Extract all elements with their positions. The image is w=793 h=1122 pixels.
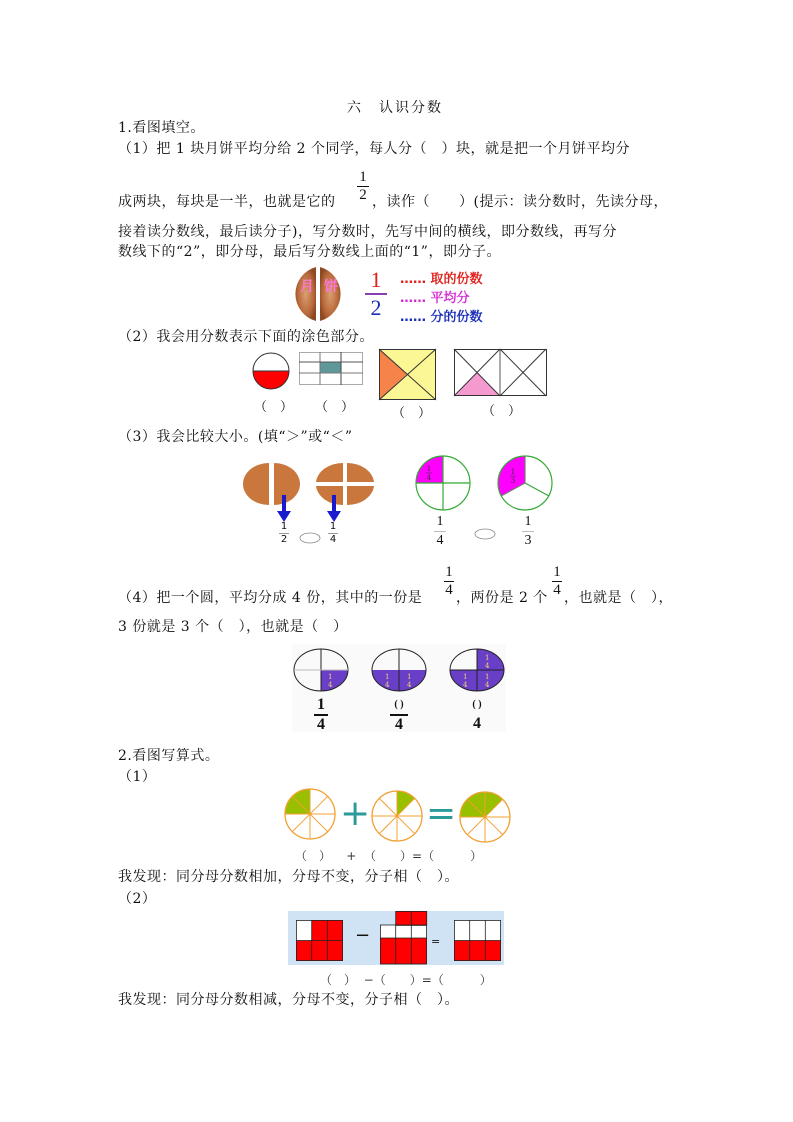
label-blank-quarters-3[interactable]: ( ) 4 [472,699,482,732]
fraction-one-half: 1 2 [280,521,288,545]
q1-p3-text: （3）我会比较大小。(填“＞”或“＜” [118,429,353,445]
q1-p2-text: （2）我会用分数表示下面的涂色部分。 [118,329,374,345]
q1-p4-line2: 3 份就是 3 个（ ），也就是（ ） [118,619,348,635]
inline-fraction-quarter: 1 4 [553,564,561,598]
grid-rectangle-shape [299,352,363,386]
answer-blank-1[interactable]: （ ） [254,400,294,415]
svg-text:4: 4 [426,474,432,482]
svg-text:1: 1 [485,654,490,662]
svg-text:1: 1 [485,673,490,681]
svg-text:3: 3 [510,477,516,485]
half-red-circle-shape [252,350,292,390]
pie-eighths-one-green [371,790,425,844]
pie-eighths-two-green [284,788,338,842]
q1-p4-line1b: ，两份是 2 个 [456,590,548,606]
fraction-one-third-large: 1 3 [522,514,534,549]
q2-p1-finding: 我发现：同分母分数相加，分母不变，分子相（ ）。 [118,869,459,885]
circle-one-quarter-purple [294,648,350,692]
arrow-down-icon [277,495,291,523]
fraction-diagram [365,268,387,320]
equals-sign: = [431,935,441,948]
square-diagonals-shape [379,349,437,401]
question-1-heading: 1.看图填空。 [118,120,205,136]
legend-denominator: …… 分的份数 [400,310,483,325]
svg-text:4: 4 [485,681,490,689]
q2-p2-finding: 我发现：同分母分数相减，分母不变，分子相（ ）。 [118,992,459,1008]
svg-text:1: 1 [510,468,516,476]
q1-p1-line2b: ，读作（ ）(提示：读分数时，先读分母， [372,194,668,210]
q1-p1-line3: 接着读分数线，最后读分子)，写分数时，先写中间的横线，即分数线，再写分 [118,224,617,240]
rectangle-triangles-shape [454,349,548,397]
equals-sign: = [426,793,457,834]
svg-text:月: 月 [300,279,314,295]
label-blank-quarters-2[interactable]: ( ) 4 [390,697,408,735]
circle-two-quarters-purple [372,648,428,692]
numerator: 1 [359,169,367,185]
q1-p1-line4: 数线下的“2”，即分母，最后写分数线上面的“1”，即分子。 [118,244,501,260]
q2-p2-label: （2） [118,891,157,907]
page-title: 六 认识分数 [347,100,443,116]
q1-p1-line1: （1）把 1 块月饼平均分给 2 个同学，每人分（ ）块，就是把一个月饼平均分 [118,141,631,157]
fraction-one-quarter-large: 1 4 [434,514,446,549]
q1-p4-line1a: （4）把一个圆，平均分成 4 份，其中的一份是 [118,590,423,606]
mooncake-halves-icon [242,463,302,505]
subtraction-equation[interactable]: （ ） −（ ）=（ ） [320,973,492,987]
svg-text:1: 1 [385,673,390,681]
q1-p4-line1c: ，也就是（ ）， [564,590,673,606]
inline-fraction-quarter: 1 4 [445,564,453,598]
quarter-circles-figure [292,644,506,732]
svg-text:4: 4 [463,681,468,689]
mooncake-quarters-icon [315,463,375,505]
svg-text:4: 4 [485,662,490,670]
svg-text:1: 1 [328,673,333,681]
compare-blank-1[interactable] [299,532,321,544]
answer-blank-2[interactable]: （ ） [315,400,355,415]
minus-sign: − [355,925,371,946]
circle-third-magenta-shape [498,455,554,511]
q2-p1-label: （1） [118,769,157,785]
pie-eighths-three-green [459,791,513,845]
subtraction-figure [288,911,504,965]
circle-three-quarters-purple [450,648,506,692]
plus-sign: + [340,793,371,834]
question-2-heading: 2.看图写算式。 [118,748,220,764]
grid-shifted-red [380,911,428,965]
answer-blank-3[interactable]: （ ） [392,406,432,421]
mooncake-icon [280,264,355,324]
numerator: 1 [370,267,382,292]
fraction-one-quarter: 1 4 [329,521,337,545]
svg-text:1: 1 [426,465,432,473]
q1-p1-line2a: 成两块，每块是一半，也就是它的 [118,194,336,210]
mooncake-fraction-figure [280,264,520,324]
compare-blank-2[interactable] [474,528,496,540]
grid-five-sixths-red [296,920,344,962]
circle-quarter-magenta-shape [416,455,472,511]
svg-text:1: 1 [463,673,468,681]
arrow-down-icon [327,495,341,523]
svg-text:4: 4 [407,681,412,689]
svg-text:4: 4 [328,681,333,689]
denominator: 2 [370,295,382,320]
denominator: 2 [359,187,367,203]
addition-equation[interactable]: （ ） + （ ）=（ ） [295,849,483,863]
answer-blank-4[interactable]: （ ） [482,404,522,419]
inline-fraction-half [357,170,369,203]
svg-text:4: 4 [385,681,390,689]
svg-text:1: 1 [407,673,412,681]
legend-fraction-line: …… 平均分 [400,291,470,306]
grid-three-sixths-red [454,920,502,962]
label-one-quarter: 1 4 [314,697,328,733]
legend-numerator: …… 取的份数 [400,272,483,287]
svg-text:饼: 饼 [324,279,338,295]
